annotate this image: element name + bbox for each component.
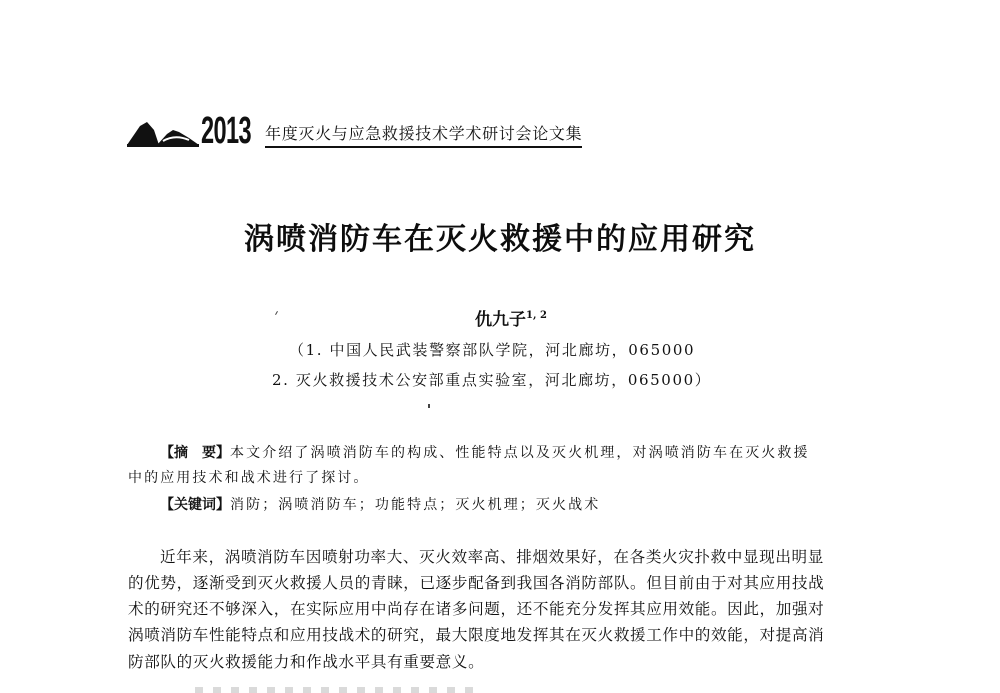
affiliation-1: （1. 中国人民武装警察部队学院，河北廊坊，065000 <box>289 341 696 359</box>
author-line <box>0 305 1000 331</box>
keywords-text: 消防；涡喷消防车；功能特点；灭火机理；灭火战术 <box>230 497 601 513</box>
abstract-line-1 <box>160 443 810 463</box>
body-paragraph-line: 近年来，涡喷消防车因喷射功率大、灭火效率高、排烟效果好，在各类火灾扑救中显现出明显 <box>160 548 824 566</box>
body-paragraph-line: 涡喷消防车性能特点和应用技战术的研究，最大限度地发挥其在灭火救援工作中的效能，对提高消 <box>128 626 825 644</box>
conference-logo-icon <box>127 118 199 148</box>
affiliation-2: 2. 灭火救援技术公安部重点实验室，河北廊坊，065000） <box>272 371 712 389</box>
author-affiliation-marks: 1, 2 <box>526 310 547 321</box>
keywords-label: 【关键词】 <box>160 497 230 513</box>
cut-off-next-line <box>195 687 475 693</box>
abstract-text: 本文介绍了涡喷消防车的构成、性能特点以及灭火机理，对涡喷消防车在灭火救援 <box>230 445 810 461</box>
keywords-line <box>160 495 600 515</box>
body-paragraph-line: 防部队的灭火救援能力和作战水平具有重要意义。 <box>128 653 485 671</box>
proceedings-series-title: 年度灭火与应急救援技术学术研讨会论文集 <box>265 125 582 148</box>
scan-artifact <box>428 404 430 408</box>
abstract-line-2: 中的应用技术和战术进行了探讨。 <box>128 470 370 486</box>
author-name: 仇九子 <box>475 310 527 330</box>
conference-year: 2013 <box>201 110 251 152</box>
body-paragraph-line: 的优势，逐渐受到灭火救援人员的青睐，已逐步配备到我国各消防部队。但目前由于对其应用技战 <box>128 574 825 592</box>
body-paragraph-line: 术的研究还不够深入，在实际应用中尚存在诸多问题，还不能充分发挥其应用效能。因此，加强对 <box>128 600 825 618</box>
paper-title: 涡喷消防车在灭火救援中的应用研究 <box>244 222 756 257</box>
abstract-label: 【摘 要】 <box>160 445 230 461</box>
